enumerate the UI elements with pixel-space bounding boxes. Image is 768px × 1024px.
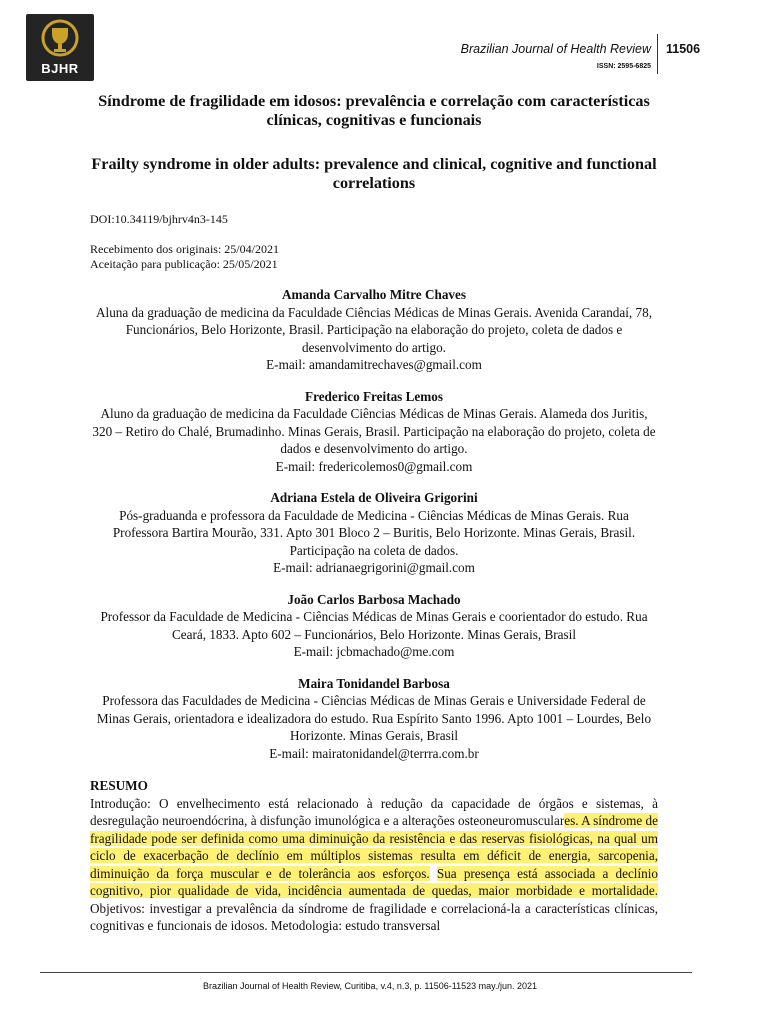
author-block <box>90 675 658 763</box>
footer-citation: Brazilian Journal of Health Review, Curitiba, v.4, n.3, p. 11506-11523 may./jun. 2021 <box>202 981 538 991</box>
journal-logo <box>26 14 94 81</box>
author-affiliation: Aluna da graduação de medicina da Faculdade Ciências Médicas de Minas Gerais. Avenida Carandaí, 78, Funcionários, Belo Horizonte, Brasil. Participação na elaboração do projeto, coleta de dados e desenvolvimento do artigo. <box>96 304 652 355</box>
abstract-text-segment: Introdução: O envelhecimento está relacionado à redução da capacidade de órgãos e sistemas, à desregulação neuroendócrina, à disfunção imunológica e a alterações osteoneuromuscular <box>90 795 658 828</box>
author-email: E-mail: amandamitrechaves@gmail.com <box>266 357 482 372</box>
abstract-text <box>90 795 658 935</box>
author-affiliation: Professor da Faculdade de Medicina - Ciências Médicas de Minas Gerais e coorientador do estudo. Rua Ceará, 1833. Apto 602 – Funcionários, Belo Horizonte. Minas Gerais, Brasil <box>100 609 648 642</box>
article-body <box>90 92 658 935</box>
abstract-text-segment <box>430 866 437 881</box>
logo-text: BJHR <box>41 61 79 76</box>
journal-name: Brazilian Journal of Health Review <box>460 42 651 56</box>
issn: ISSN: 2595-6825 <box>596 63 651 70</box>
author-affiliation: Pós-graduanda e professora da Faculdade de Medicina - Ciências Médicas de Minas Gerais. Rua Professora Bartira Mourão, 331. Apto 301 Bloco 2 – Buritis, Belo Horizonte. Minas Gerais, Brasil. Participação na coleta de dados. <box>112 507 636 558</box>
author-affiliation: Professora das Faculdades de Medicina - Ciências Médicas de Minas Gerais e Universidade Federal de Minas Gerais, orientadora e idealizadora do estudo. Rua Espírito Santo 1996. Apto 1001 – Lourdes, Belo Horizonte. Minas Gerais, Brasil <box>96 693 652 743</box>
author-email: E-mail: mairatonidandel@terrra.com.br <box>269 745 479 761</box>
author-block <box>90 388 658 476</box>
highlighted-text: Sua presença está associada a declínio cognitivo, pior qualidade de vida, incidência aumentada de quedas, maior morbidade e mortalidade. <box>90 865 658 898</box>
author-email: E-mail: fredericolemos0@gmail.com <box>275 458 473 474</box>
accepted-date: Aceitação para publicação: 25/05/2021 <box>90 257 278 271</box>
author-block <box>90 489 658 577</box>
author-email: E-mail: jcbmachado@me.com <box>293 644 455 659</box>
author-name: Adriana Estela de Oliveira Grigorini <box>270 490 478 505</box>
author-name: Amanda Carvalho Mitre Chaves <box>281 287 466 302</box>
footer-divider <box>40 972 692 973</box>
doi: DOI:10.34119/bjhrv4n3-145 <box>90 212 228 226</box>
abstract-text-segment: Objetivos: investigar a prevalência da síndrome de fragilidade e correlacioná-la a características clínicas, cognitivas e funcionais de idosos. Metodologia: estudo transversal <box>90 900 658 933</box>
author-email: E-mail: adrianaegrigorini@gmail.com <box>273 560 475 575</box>
abstract-heading: RESUMO <box>90 778 148 793</box>
received-date: Recebimento dos originais: 25/04/2021 <box>90 242 279 256</box>
title-portuguese: Síndrome de fragilidade em idosos: prevalência e correlação com características clínicas, cognitivas e funcionais <box>98 92 650 129</box>
abstract <box>90 777 658 935</box>
title-english: Frailty syndrome in older adults: prevalence and clinical, cognitive and functional correlations <box>91 155 657 192</box>
author-name: Frederico Freitas Lemos <box>305 388 443 404</box>
page-number: 11506 <box>666 42 701 56</box>
author-name: João Carlos Barbosa Machado <box>287 591 461 607</box>
author-name: Maira Tonidandel Barbosa <box>298 675 450 691</box>
author-affiliation: Aluno da graduação de medicina da Faculdade Ciências Médicas de Minas Gerais. Alameda dos Juritis, 320 – Retiro do Chalé, Brumadinho. Minas Gerais, Brasil. Participação na elaboração do projeto, coleta de dados e desenvolvimento do artigo. <box>92 406 656 456</box>
submission-dates <box>90 242 658 272</box>
header-divider <box>657 34 658 74</box>
author-block <box>90 286 658 374</box>
highlighted-text: es. A síndrome de fragilidade pode ser definida como uma diminuição da resistência e das reservas fisiológicas, na qual um ciclo de exacerbação de declínio em múltiplos sistemas resulta em déficit de energia, sarcopenia, diminuição da força muscular e de tolerância aos esforços. <box>90 813 658 881</box>
author-block <box>90 591 658 661</box>
